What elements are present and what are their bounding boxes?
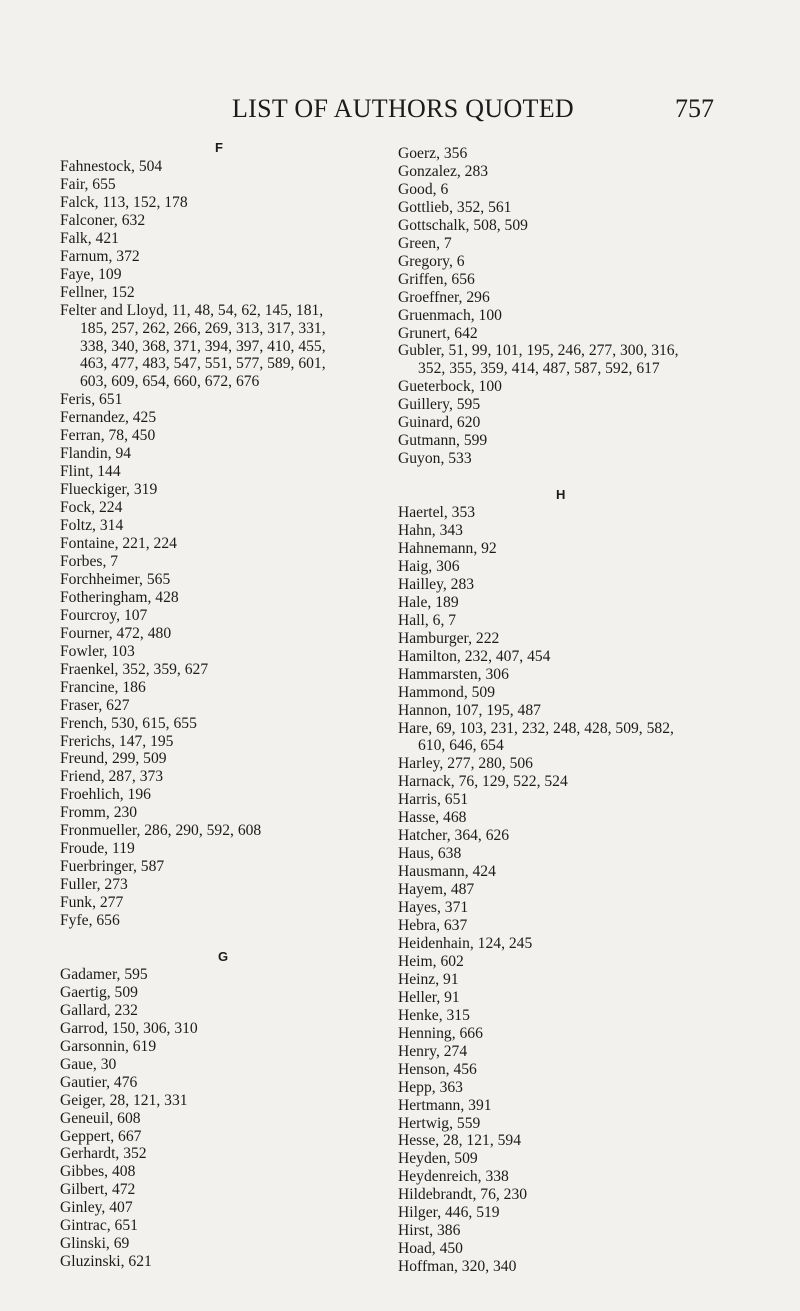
index-entry: Hahn, 343: [398, 522, 463, 540]
g-entries-list-left: [60, 966, 375, 1271]
index-entry: Groeffner, 296: [398, 288, 490, 306]
index-entry: Forchheimer, 565: [60, 570, 171, 588]
index-entry: Friend, 287, 373: [60, 768, 164, 786]
page-number: 757: [675, 94, 714, 123]
index-entry: Fraser, 627: [60, 696, 130, 714]
index-entry: Heyden, 509: [398, 1150, 478, 1168]
index-entry: French, 530, 615, 655: [60, 714, 197, 732]
index-entry: Hilger, 446, 519: [398, 1204, 500, 1222]
index-entry: Fourcroy, 107: [60, 606, 148, 624]
index-entry: Green, 7: [398, 234, 452, 252]
index-entry: Hamilton, 232, 407, 454: [398, 647, 551, 665]
index-entry: Fourner, 472, 480: [60, 624, 172, 642]
index-entry: Hesse, 28, 121, 594: [398, 1132, 522, 1150]
index-entry: Hammarsten, 306: [398, 665, 509, 683]
index-entry: Ginley, 407: [60, 1199, 133, 1217]
index-entry: Hausmann, 424: [398, 863, 496, 881]
index-entry: Gluzinski, 621: [60, 1253, 152, 1271]
index-entry: Guinard, 620: [398, 414, 481, 432]
index-entry: Gutmann, 599: [398, 432, 488, 450]
index-entry: Geneuil, 608: [60, 1109, 141, 1127]
index-entry: Hildebrandt, 76, 230: [398, 1186, 528, 1204]
index-entry: Harnack, 76, 129, 522, 524: [398, 773, 568, 791]
index-entry: Fyfe, 656: [60, 912, 120, 930]
index-entry: Froehlich, 196: [60, 786, 151, 804]
index-entry: Heim, 602: [398, 952, 464, 970]
index-entry: Freund, 299, 509: [60, 750, 167, 768]
index-entry: Henning, 666: [398, 1024, 483, 1042]
index-entry: Guyon, 533: [398, 450, 472, 468]
index-entry: Fernandez, 425: [60, 409, 157, 427]
index-entry-continuation: 610, 646, 654: [418, 737, 504, 755]
index-entry: Hailley, 283: [398, 575, 475, 593]
section-letter-f: F: [215, 140, 223, 155]
index-entry: Griffen, 656: [398, 270, 475, 288]
index-entry: Hammond, 509: [398, 683, 496, 701]
index-entry: Fronmueller, 286, 290, 592, 608: [60, 822, 262, 840]
index-entry: Gerhardt, 352: [60, 1145, 147, 1163]
index-entry: Falk, 421: [60, 229, 119, 247]
index-entry: Heinz, 91: [398, 970, 459, 988]
index-entry: Gottlieb, 352, 561: [398, 198, 512, 216]
index-entry: Hamburger, 222: [398, 629, 500, 647]
f-entries-list: [60, 158, 375, 930]
index-entry: Harris, 651: [398, 791, 469, 809]
index-entry: Gadamer, 595: [60, 965, 148, 983]
index-entry: Fuerbringer, 587: [60, 858, 165, 876]
index-entry: Flint, 144: [60, 463, 121, 481]
index-entry: Funk, 277: [60, 894, 124, 912]
index-entry: Fromm, 230: [60, 804, 138, 822]
index-entry: Haertel, 353: [398, 504, 476, 522]
index-entry: Geppert, 667: [60, 1127, 142, 1145]
index-entry: Hahnemann, 92: [398, 540, 497, 557]
index-entry: Fontaine, 221, 224: [60, 535, 177, 553]
index-entry: Gibbes, 408: [60, 1163, 136, 1181]
index-entry: Hare, 69, 103, 231, 232, 248, 428, 509, 582,: [398, 719, 674, 737]
index-entry-continuation: 603, 609, 654, 660, 672, 676: [80, 373, 260, 391]
index-entry: Hatcher, 364, 626: [398, 827, 510, 845]
index-entry: Good, 6: [398, 180, 449, 198]
left-column: [60, 140, 375, 1271]
index-entry: Gautier, 476: [60, 1073, 138, 1091]
index-entry: Heller, 91: [398, 988, 460, 1006]
index-entry: Falconer, 632: [60, 211, 146, 229]
index-entry: Hebra, 637: [398, 917, 468, 935]
index-entry: Hasse, 468: [398, 809, 467, 827]
index-entry: Fuller, 273: [60, 876, 128, 894]
index-entry: Gaertig, 509: [60, 983, 138, 1001]
index-entry: Gubler, 51, 99, 101, 195, 246, 277, 300, 316,: [398, 342, 679, 360]
index-entry: Hayem, 487: [398, 881, 475, 899]
index-entry: Gregory, 6: [398, 252, 465, 270]
index-entry-continuation: 185, 257, 262, 266, 269, 313, 317, 331,: [80, 319, 326, 337]
index-entry: Goerz, 356: [398, 145, 468, 162]
index-entry: Fotheringham, 428: [60, 588, 179, 606]
index-entry: Hirst, 386: [398, 1222, 461, 1240]
index-entry: Haig, 306: [398, 557, 460, 575]
page-header: [0, 94, 800, 130]
index-entry: Hoad, 450: [398, 1240, 463, 1258]
index-entry: Fahnestock, 504: [60, 158, 163, 175]
index-entry-continuation: 463, 477, 483, 547, 551, 577, 589, 601,: [80, 355, 326, 373]
index-entry: Fowler, 103: [60, 642, 135, 660]
index-entry: Henry, 274: [398, 1042, 468, 1060]
index-entry: Geiger, 28, 121, 331: [60, 1091, 188, 1109]
index-entry: Hale, 189: [398, 593, 459, 611]
h-entries-list: [398, 504, 738, 1276]
index-entry: Garsonnin, 619: [60, 1037, 157, 1055]
index-entry: Henke, 315: [398, 1006, 470, 1024]
index-entry: Guillery, 595: [398, 396, 481, 414]
index-entry: Hepp, 363: [398, 1078, 463, 1096]
index-entry: Hayes, 371: [398, 899, 469, 917]
index-entry: Fair, 655: [60, 175, 116, 193]
index-entry: Grunert, 642: [398, 324, 478, 342]
index-entry: Hannon, 107, 195, 487: [398, 701, 541, 719]
index-entry: Gilbert, 472: [60, 1181, 136, 1199]
index-entry: Gruenmach, 100: [398, 306, 502, 324]
index-entry: Faye, 109: [60, 265, 122, 283]
index-entry: Hertmann, 391: [398, 1096, 492, 1114]
section-letter-h: H: [556, 487, 566, 503]
index-entry: Gallard, 232: [60, 1001, 138, 1019]
index-entry: Flandin, 94: [60, 445, 132, 463]
index-entry: Gueterbock, 100: [398, 378, 502, 396]
index-entry: Francine, 186: [60, 678, 146, 696]
index-entry: Farnum, 372: [60, 247, 140, 265]
index-entry: Fraenkel, 352, 359, 627: [60, 660, 209, 678]
index-entry: Garrod, 150, 306, 310: [60, 1019, 198, 1037]
index-entry: Hertwig, 559: [398, 1114, 481, 1132]
index-entry: Feris, 651: [60, 391, 123, 409]
index-entry: Gottschalk, 508, 509: [398, 216, 528, 234]
index-entry: Gintrac, 651: [60, 1217, 138, 1235]
index-entry: Harley, 277, 280, 506: [398, 755, 533, 773]
index-entry-continuation: 338, 340, 368, 371, 394, 397, 410, 455,: [80, 337, 326, 355]
index-entry: Henson, 456: [398, 1060, 477, 1078]
index-entry: Fock, 224: [60, 499, 123, 517]
right-column: [398, 145, 738, 1276]
index-entry: Glinski, 69: [60, 1235, 130, 1253]
index-entry: Fellner, 152: [60, 283, 135, 301]
index-entry: Haus, 638: [398, 845, 462, 863]
index-entry: Felter and Lloyd, 11, 48, 54, 62, 145, 181,: [60, 301, 324, 319]
index-entry: Heydenreich, 338: [398, 1168, 509, 1186]
index-entry: Frerichs, 147, 195: [60, 732, 174, 750]
index-entry: Ferran, 78, 450: [60, 427, 156, 445]
index-entry: Foltz, 314: [60, 517, 124, 535]
index-entry: Gaue, 30: [60, 1055, 117, 1073]
index-entry-continuation: 352, 355, 359, 414, 487, 587, 592, 617: [418, 360, 660, 378]
index-entry: Heidenhain, 124, 245: [398, 934, 533, 952]
index-entry: Hall, 6, 7: [398, 611, 457, 629]
index-entry: Forbes, 7: [60, 552, 119, 570]
section-letter-g: G: [218, 948, 229, 964]
index-entry: Gonzalez, 283: [398, 162, 489, 180]
g-entries-list-right: [398, 145, 738, 468]
index-entry: Falck, 113, 152, 178: [60, 193, 188, 211]
index-entry: Flueckiger, 319: [60, 481, 158, 499]
index-entry: Hoffman, 320, 340: [398, 1258, 517, 1276]
index-entry: Froude, 119: [60, 840, 135, 858]
page-title: LIST OF AUTHORS QUOTED: [232, 94, 574, 123]
